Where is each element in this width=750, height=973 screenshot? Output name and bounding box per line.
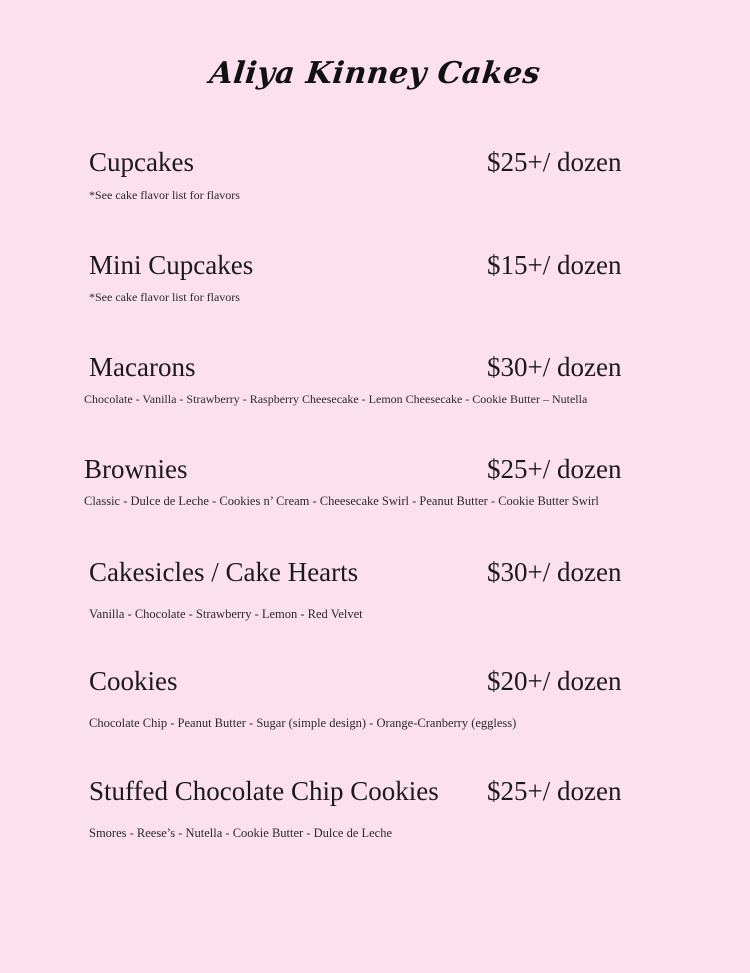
- menu-item-macarons: [0, 351, 750, 391]
- item-price: $20+/ dozen: [487, 666, 622, 696]
- item-name: Macarons: [89, 352, 196, 382]
- item-description: Vanilla - Chocolate - Strawberry - Lemon - Red Velvet: [89, 607, 363, 621]
- item-price: $25+/ dozen: [487, 454, 622, 484]
- item-description: Chocolate Chip - Peanut Butter - Sugar (simple design) - Orange-Cranberry (eggless): [89, 716, 517, 730]
- item-price: $25+/ dozen: [487, 147, 622, 177]
- item-name: Cakesicles / Cake Hearts: [89, 557, 359, 587]
- item-price: $30+/ dozen: [487, 352, 622, 382]
- item-description: Smores - Reese’s - Nutella - Cookie Butter - Dulce de Leche: [89, 826, 393, 840]
- item-description: Classic - Dulce de Leche - Cookies n’ Cream - Cheesecake Swirl - Peanut Butter - Cookie Butter Swirl: [84, 494, 599, 508]
- item-description: *See cake flavor list for flavors: [89, 290, 240, 304]
- item-name: Stuffed Chocolate Chip Cookies: [89, 776, 439, 806]
- menu-item-cupcakes: [0, 146, 750, 186]
- item-name: Cupcakes: [89, 147, 194, 177]
- item-name: Cookies: [89, 666, 178, 696]
- item-name: Mini Cupcakes: [89, 250, 254, 280]
- item-name: Brownies: [84, 454, 188, 484]
- menu-item-cookies: [0, 665, 750, 705]
- item-price: $15+/ dozen: [487, 250, 622, 280]
- item-description: *See cake flavor list for flavors: [89, 188, 240, 202]
- item-description: Chocolate - Vanilla - Strawberry - Raspberry Cheesecake - Lemon Cheesecake - Cookie Butter – Nutella: [84, 392, 588, 406]
- item-price: $25+/ dozen: [487, 776, 622, 806]
- menu-item-stuffed-cookies: [0, 775, 750, 815]
- menu-item-brownies: [0, 453, 750, 493]
- menu-item-mini-cupcakes: [0, 249, 750, 289]
- item-price: $30+/ dozen: [487, 557, 622, 587]
- brand-title: Aliya Kinney Cakes: [207, 56, 543, 91]
- menu-item-cakesicles: [0, 556, 750, 596]
